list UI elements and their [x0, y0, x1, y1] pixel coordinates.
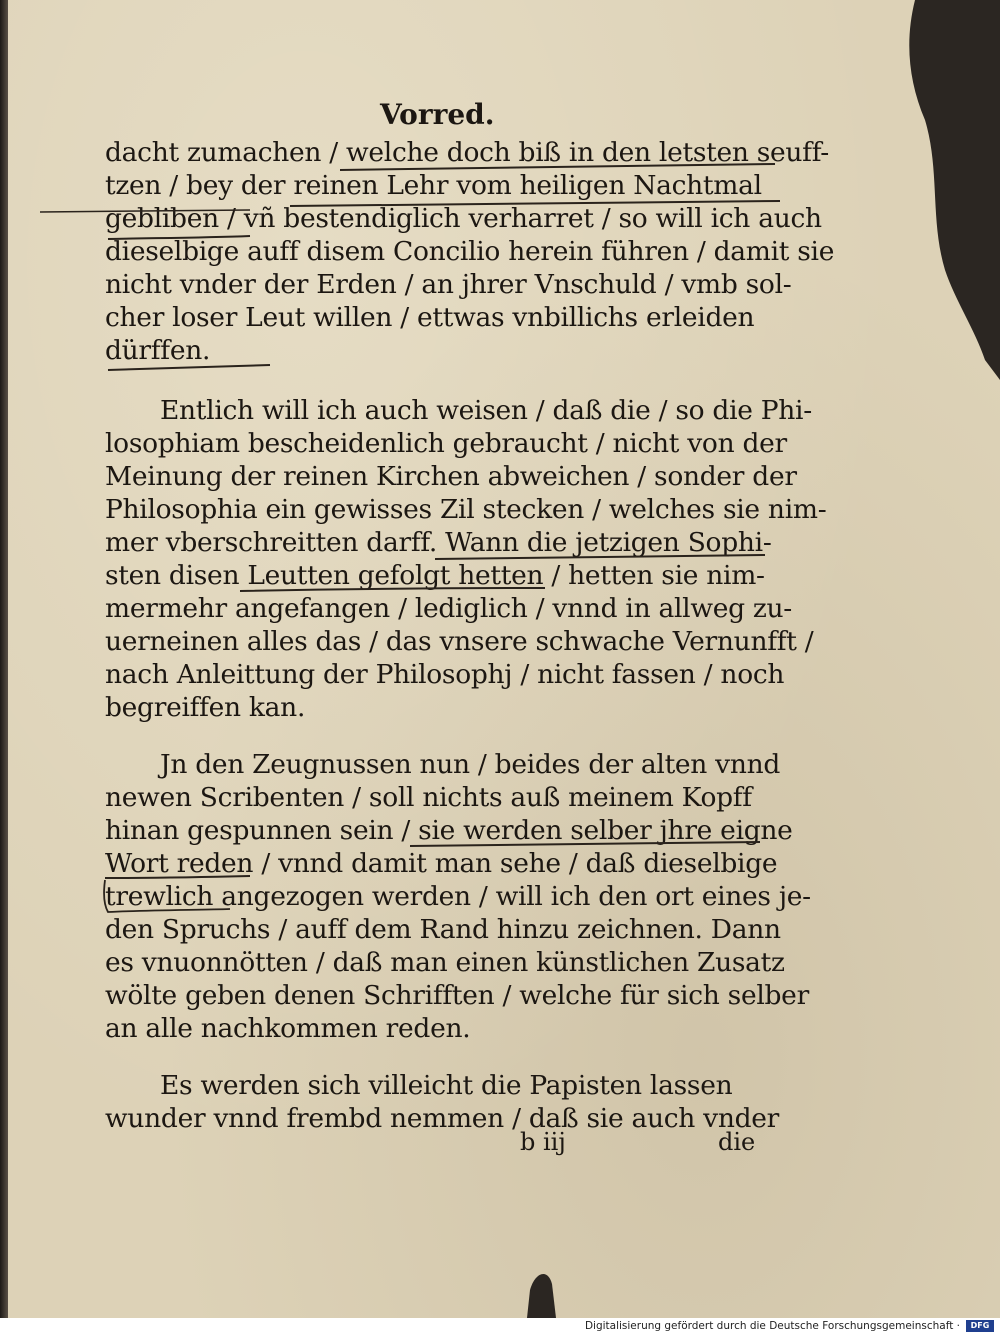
- text-line: dürffen.: [105, 335, 211, 366]
- text-line: uerneinen alles das / das vnsere schwache Vernunfft /: [105, 626, 814, 657]
- text-line: nach Anleittung der Philosophj / nicht fassen / noch: [105, 659, 785, 690]
- page-binding-edge: [0, 0, 8, 1318]
- text-line: begreiffen kan.: [105, 692, 306, 723]
- text-line: hinan gespunnen sein / sie werden selber jhre eigne: [105, 815, 793, 846]
- text-line: Meinung der reinen Kirchen abweichen / sonder der: [105, 461, 797, 492]
- text-line: newen Scribenten / soll nichts auß meinem Kopff: [105, 782, 752, 813]
- text-line: wölte geben denen Schrifften / welche für sich selber: [105, 980, 809, 1011]
- running-head: Vorred.: [380, 98, 495, 131]
- text-line: Wort reden / vnnd damit man sehe / daß dieselbige: [105, 848, 778, 879]
- digitization-credit: Digitalisierung gefördert durch die Deutsche Forschungsgemeinschaft ·: [584, 1320, 960, 1332]
- text-line: an alle nachkommen reden.: [105, 1013, 471, 1044]
- catchword: die: [718, 1128, 756, 1156]
- text-line: nicht vnder der Erden / an jhrer Vnschuld / vmb sol-: [105, 269, 792, 300]
- text-line: den Spruchs / auff dem Rand hinzu zeichnen. Dann: [105, 914, 781, 945]
- text-line: dieselbige auff disem Concilio herein führen / damit sie: [105, 236, 835, 267]
- text-line: mermehr angefangen / lediglich / vnnd in allweg zu-: [105, 593, 792, 624]
- text-line: Es werden sich villeicht die Papisten lassen: [160, 1070, 733, 1101]
- text-line: cher loser Leut willen / ettwas vnbillichs erleiden: [105, 302, 755, 333]
- text-line: Entlich will ich auch weisen / daß die / so die Phi-: [160, 395, 812, 426]
- text-line: gebliben / vñ bestendiglich verharret / so will ich auch: [105, 203, 822, 234]
- text-line: Philosophia ein gewisses Zil stecken / welches sie nim-: [105, 494, 827, 525]
- text-line: dacht zumachen / welche doch biß in den letsten seuff-: [105, 137, 829, 168]
- text-line: losophiam bescheidenlich gebraucht / nicht von der: [105, 428, 787, 459]
- signature-mark: b iij: [520, 1128, 566, 1156]
- text-line: sten disen Leutten gefolgt hetten / hetten sie nim-: [105, 560, 765, 591]
- text-line: wunder vnnd frembd nemmen / daß sie auch vnder: [105, 1103, 780, 1134]
- text-line: es vnuonnötten / daß man einen künstlichen Zusatz: [105, 947, 785, 978]
- text-line: mer vberschreitten darff. Wann die jetzigen Sophi-: [105, 527, 772, 558]
- text-line: trewlich angezogen werden / will ich den ort eines je-: [105, 881, 811, 912]
- text-line: Jn den Zeugnussen nun / beides der alten vnnd: [160, 749, 781, 780]
- dfg-logo: DFG: [966, 1320, 994, 1332]
- text-line: tzen / bey der reinen Lehr vom heiligen Nachtmal: [105, 170, 762, 201]
